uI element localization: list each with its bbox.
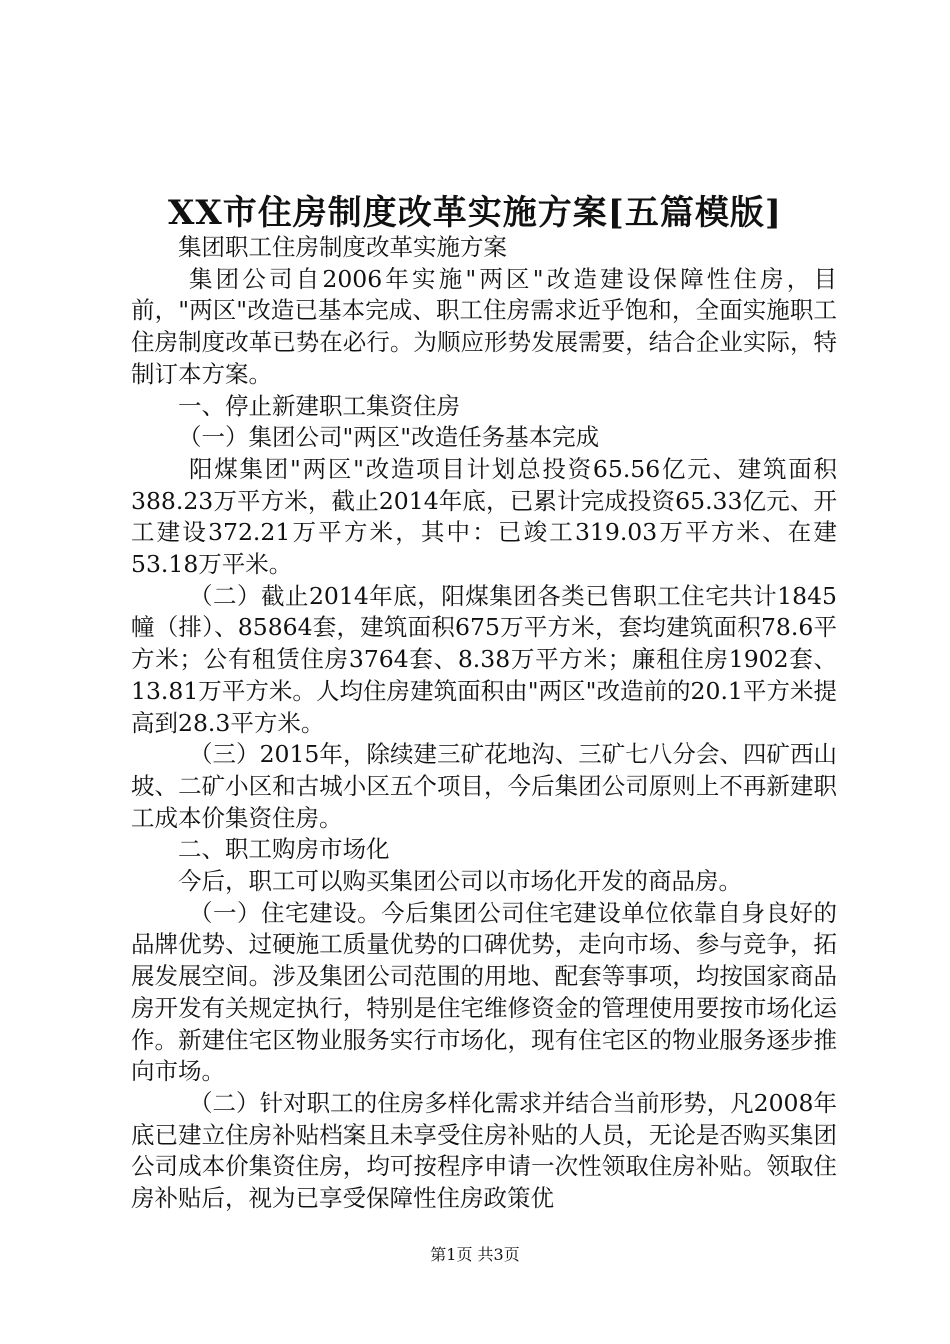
- paragraph: 今后，职工可以购买集团公司以市场化开发的商品房。: [178, 867, 742, 896]
- paragraph: （一）住宅建设。今后集团公司住宅建设单位依靠自身良好的品牌优势、过硬施工质量优势的口碑优势，走向市场、参与竞争，拓展发展空间。涉及集团公司范围的用地、配套等事项，均按国家商品房开发有关规定执行，特别是住宅维修资金的管理使用要按市场化运作。新建住宅区物业服务实行市场化，现有住宅区的物业服务逐步推向市场。: [131, 898, 837, 1086]
- paragraph: 集团公司自2006年实施"两区"改造建设保障性住房，目前，"两区"改造已基本完成、职工住房需求近乎饱和，全面实施职工住房制度改革已势在必行。为顺应形势发展需要，结合企业实际，特制订本方案。: [131, 264, 837, 388]
- document-body: [131, 232, 837, 1215]
- section-heading: 一、停止新建职工集资住房: [178, 391, 460, 420]
- section-heading: 二、职工购房市场化: [178, 835, 390, 864]
- page-footer: 第1页 共3页: [430, 1245, 520, 1264]
- paragraph: （三）2015年，除续建三矿花地沟、三矿七八分会、四矿西山坡、二矿小区和古城小区五个项目，今后集团公司原则上不再新建职工成本价集资住房。: [131, 740, 837, 832]
- paragraph: （二）针对职工的住房多样化需求并结合当前形势，凡2008年底已建立住房补贴档案且未享受住房补贴的人员，无论是否购买集团公司成本价集资住房，均可按程序申请一次性领取住房补贴。领取住房补贴后，视为已享受保障性住房政策优: [131, 1088, 837, 1213]
- section-heading: 集团职工住房制度改革实施方案: [178, 233, 507, 261]
- paragraph: （二）截止2014年底，阳煤集团各类已售职工住宅共计1845幢（排）、85864套，建筑面积675万平方米，套均建筑面积78.6平方米；公有租赁住房3764套、8.38万平方米；廉租住房1902套、13.81万平方米。人均住房建筑面积由"两区"改造前的20.1平方米提高到28.3平方米。: [131, 581, 837, 737]
- paragraph: 阳煤集团"两区"改造项目计划总投资65.56亿元、建筑面积388.23万平方米，截止2014年底，已累计完成投资65.33亿元、开工建设372.21万平方米，其中：已竣工319.03万平方米、在建53.18万平米。: [131, 454, 837, 579]
- subsection-heading: （一）集团公司"两区"改造任务基本完成: [178, 423, 600, 452]
- document-title: XX市住房制度改革实施方案[五篇模版]: [168, 193, 782, 233]
